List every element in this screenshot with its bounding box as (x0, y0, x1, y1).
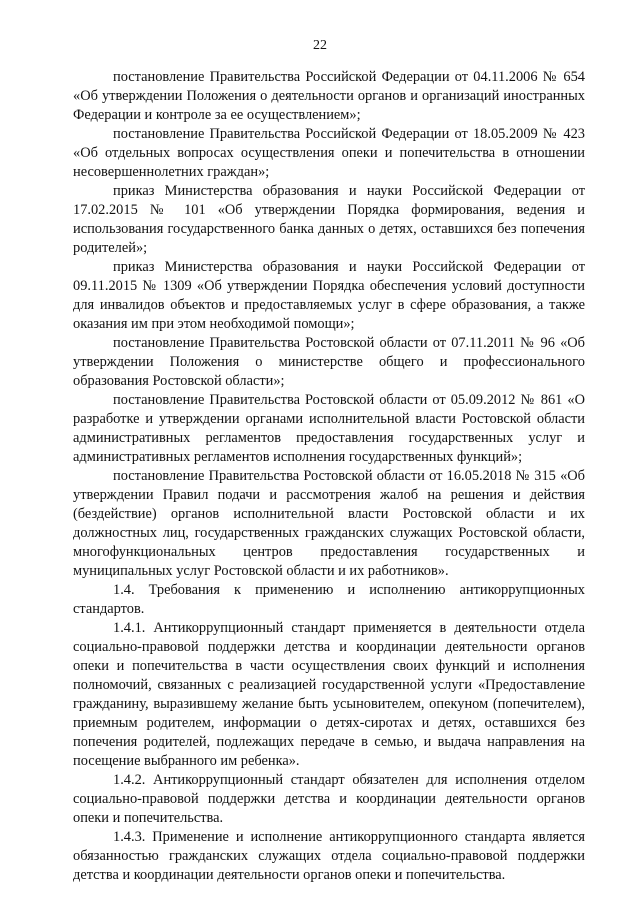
paragraph-1-4-3: 1.4.3. Применение и исполнение антикоррупционного стандарта является обязанностью гражданских служащих отдела социально-правовой поддержки детства и координации деятельности органов опеки и попечительства. (73, 829, 585, 883)
paragraph-decree-315: постановление Правительства Ростовской области от 16.05.2018 № 315 «Об утверждении Правил подачи и рассмотрения жалоб на решения и действия (бездействие) органов исполнительной власти Ростовской области и их должностных лиц, государственных гражданских служащих Ростовской области, многофункциональных центров предоставления государственных и муниципальных услуг Ростовской области и их работников». (73, 468, 585, 579)
paragraph-1-4-1: 1.4.1. Антикоррупционный стандарт применяется в деятельности отдела социально-правовой поддержки детства и координации деятельности органов опеки и попечительства в части осуществления своих функций и исполнения полномочий, связанных с реализацией государственной услуги «Предоставление гражданину, выразившему желание быть усыновителем, опекуном (попечителем), приемным родителем, информации о детях-сиротах и детях, оставшихся без попечения родителей, подлежащих передаче в семью, и выдача направления на посещение выбранного им ребенка». (73, 620, 585, 769)
paragraph-1-4-2: 1.4.2. Антикоррупционный стандарт обязателен для исполнения отделом социально-правовой поддержки детства и координации деятельности органов опеки и попечительства. (73, 772, 585, 826)
paragraph-order-1309: приказ Министерства образования и науки Российской Федерации от 09.11.2015 № 1309 «Об утверждении Порядка обеспечения условий доступности для инвалидов объектов и предоставляемых услуг в сфере образования, а также оказания им при этом необходимой помощи»; (73, 259, 585, 332)
paragraph-decree-654: постановление Правительства Российской Федерации от 04.11.2006 № 654 «Об утверждении Положения о деятельности органов и организаций иностранных Федерации и контроле за ее осуществлением»; (73, 69, 585, 123)
page-number: 22 (313, 38, 327, 53)
paragraph-decree-423: постановление Правительства Российской Федерации от 18.05.2009 № 423 «Об отдельных вопросах осуществления опеки и попечительства в отношении несовершеннолетних граждан»; (73, 126, 585, 180)
paragraph-decree-96: постановление Правительства Ростовской области от 07.11.2011 № 96 «Об утверждении Положения о министерстве общего и профессионального образования Ростовской области»; (73, 335, 585, 389)
paragraph-order-101: приказ Министерства образования и науки Российской Федерации от 17.02.2015 № 101 «Об утверждении Порядка формирования, ведения и использования государственного банка данных о детях, оставшихся без попечения родителей»; (73, 183, 585, 256)
section-heading-1-4: 1.4. Требования к применению и исполнению антикоррупционных стандартов. (73, 582, 585, 617)
paragraph-decree-861: постановление Правительства Ростовской области от 05.09.2012 № 861 «О разработке и утверждении органами исполнительной власти Ростовской области административных регламентов предоставления государственных услуг и административных регламентов исполнения государственных функций»; (73, 392, 585, 465)
document-body (73, 68, 585, 885)
